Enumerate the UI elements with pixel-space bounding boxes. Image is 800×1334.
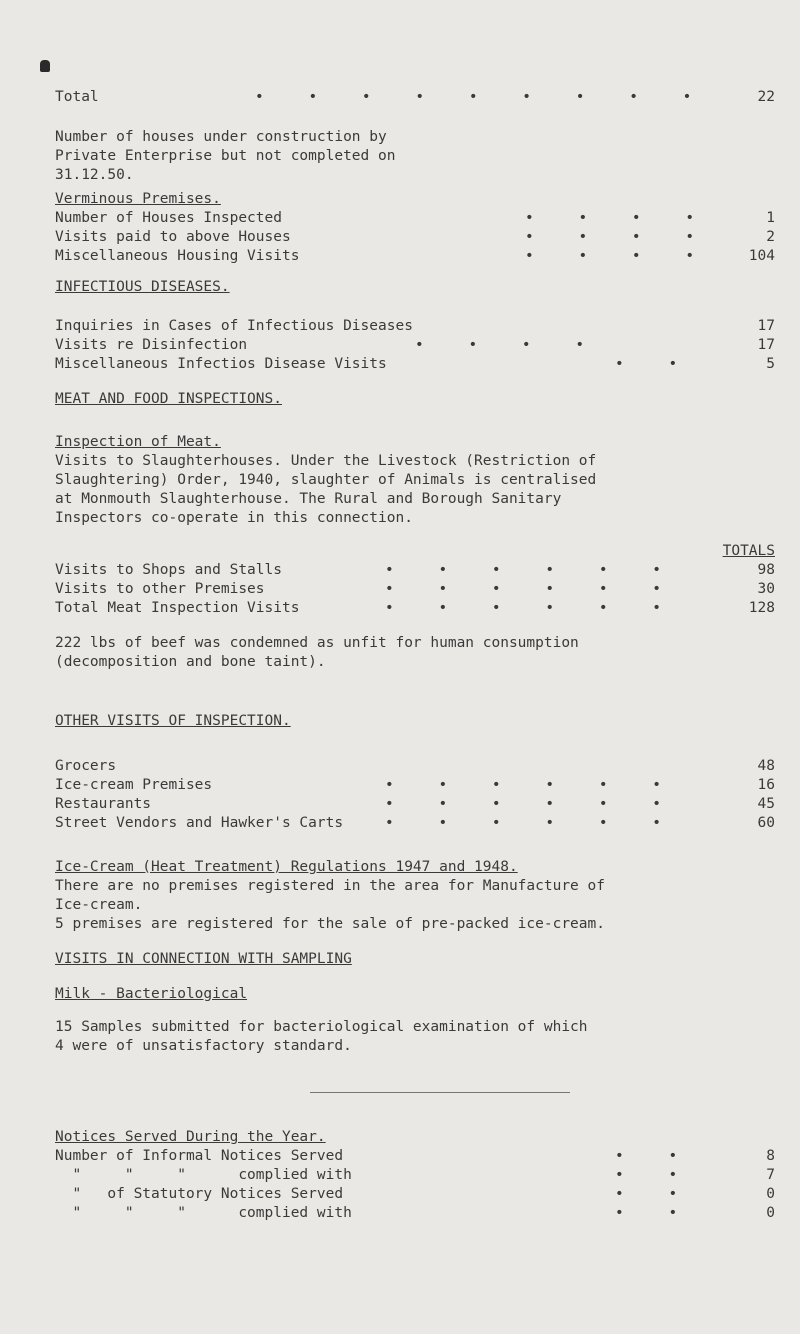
other-visits-section <box>55 712 775 833</box>
notices-section <box>55 1128 775 1223</box>
icecream-heading: Ice-Cream (Heat Treatment) Regulations 1947 and 1948. <box>55 859 518 875</box>
meat-row: Visits to other Premises • • • • • • 30 <box>55 581 775 597</box>
meat-row: Visits to Shops and Stalls • • • • • • 98 <box>55 562 775 578</box>
notices-row: " of Statutory Notices Served • • 0 <box>55 1186 775 1202</box>
meat-section <box>55 390 775 672</box>
icecream-text: There are no premises registered in the area for Manufacture of Ice-cream. 5 premises are registered for the sale of pre-packed ice-cream. <box>55 878 605 932</box>
infectious-row: Miscellaneous Infectios Disease Visits • • 5 <box>55 356 775 372</box>
total-value: 22 <box>757 89 775 105</box>
other-row: Ice-cream Premises • • • • • • 16 <box>55 777 775 793</box>
total-row: Total • • • • • • • • • 22 <box>55 89 775 105</box>
totals-label: TOTALS <box>722 543 775 559</box>
verminous-row: Miscellaneous Housing Visits • • • • 104 <box>55 248 775 264</box>
verminous-heading: Verminous Premises. <box>55 191 221 207</box>
notices-row: " " " complied with • • 0 <box>55 1205 775 1221</box>
infectious-row: Inquiries in Cases of Infectious Diseases 17 <box>55 318 775 334</box>
infectious-row: Visits re Disinfection • • • • 17 <box>55 337 775 353</box>
total-section <box>55 88 775 107</box>
verminous-row: Number of Houses Inspected • • • • 1 <box>55 210 775 226</box>
total-label: Total <box>55 89 99 105</box>
divider <box>310 1092 570 1093</box>
punch-mark-icon <box>40 60 50 72</box>
condemned-text: 222 lbs of beef was condemned as unfit for human consumption (decomposition and bone taint). <box>55 635 579 670</box>
sampling-text: 15 Samples submitted for bacteriological examination of which 4 were of unsatisfactory standard. <box>55 1019 588 1054</box>
verminous-section <box>55 190 775 266</box>
infectious-section <box>55 278 775 374</box>
verminous-row: Visits paid to above Houses • • • • 2 <box>55 229 775 245</box>
other-heading: OTHER VISITS OF INSPECTION. <box>55 713 291 729</box>
slaughterhouse-paragraph: Visits to Slaughterhouses. Under the Livestock (Restriction of Slaughtering) Order, 1940, slaughter of Animals is centralised at Monmouth Slaughterhouse. The Rural and Borough Sanitary Inspectors co-operate in this connection. <box>55 453 597 526</box>
notices-row: Number of Informal Notices Served • • 8 <box>55 1148 775 1164</box>
sampling-section <box>55 950 775 1056</box>
meat-row: Total Meat Inspection Visits • • • • • • 128 <box>55 600 775 616</box>
sampling-heading: VISITS IN CONNECTION WITH SAMPLING <box>55 951 352 967</box>
meat-heading: MEAT AND FOOD INSPECTIONS. <box>55 391 282 407</box>
other-row: Grocers 48 <box>55 758 775 774</box>
notices-row: " " " complied with • • 7 <box>55 1167 775 1183</box>
notices-heading: Notices Served During the Year. <box>55 1129 326 1145</box>
meat-subheading: Inspection of Meat. <box>55 434 221 450</box>
construction-text: Number of houses under construction by Private Enterprise but not completed on 31.12.50. <box>55 129 396 183</box>
sampling-subheading: Milk - Bacteriological <box>55 986 248 1002</box>
other-row: Restaurants • • • • • • 45 <box>55 796 775 812</box>
other-row: Street Vendors and Hawker's Carts • • • • • • 60 <box>55 815 775 831</box>
infectious-heading: INFECTIOUS DISEASES. <box>55 279 230 295</box>
icecream-section <box>55 858 775 934</box>
